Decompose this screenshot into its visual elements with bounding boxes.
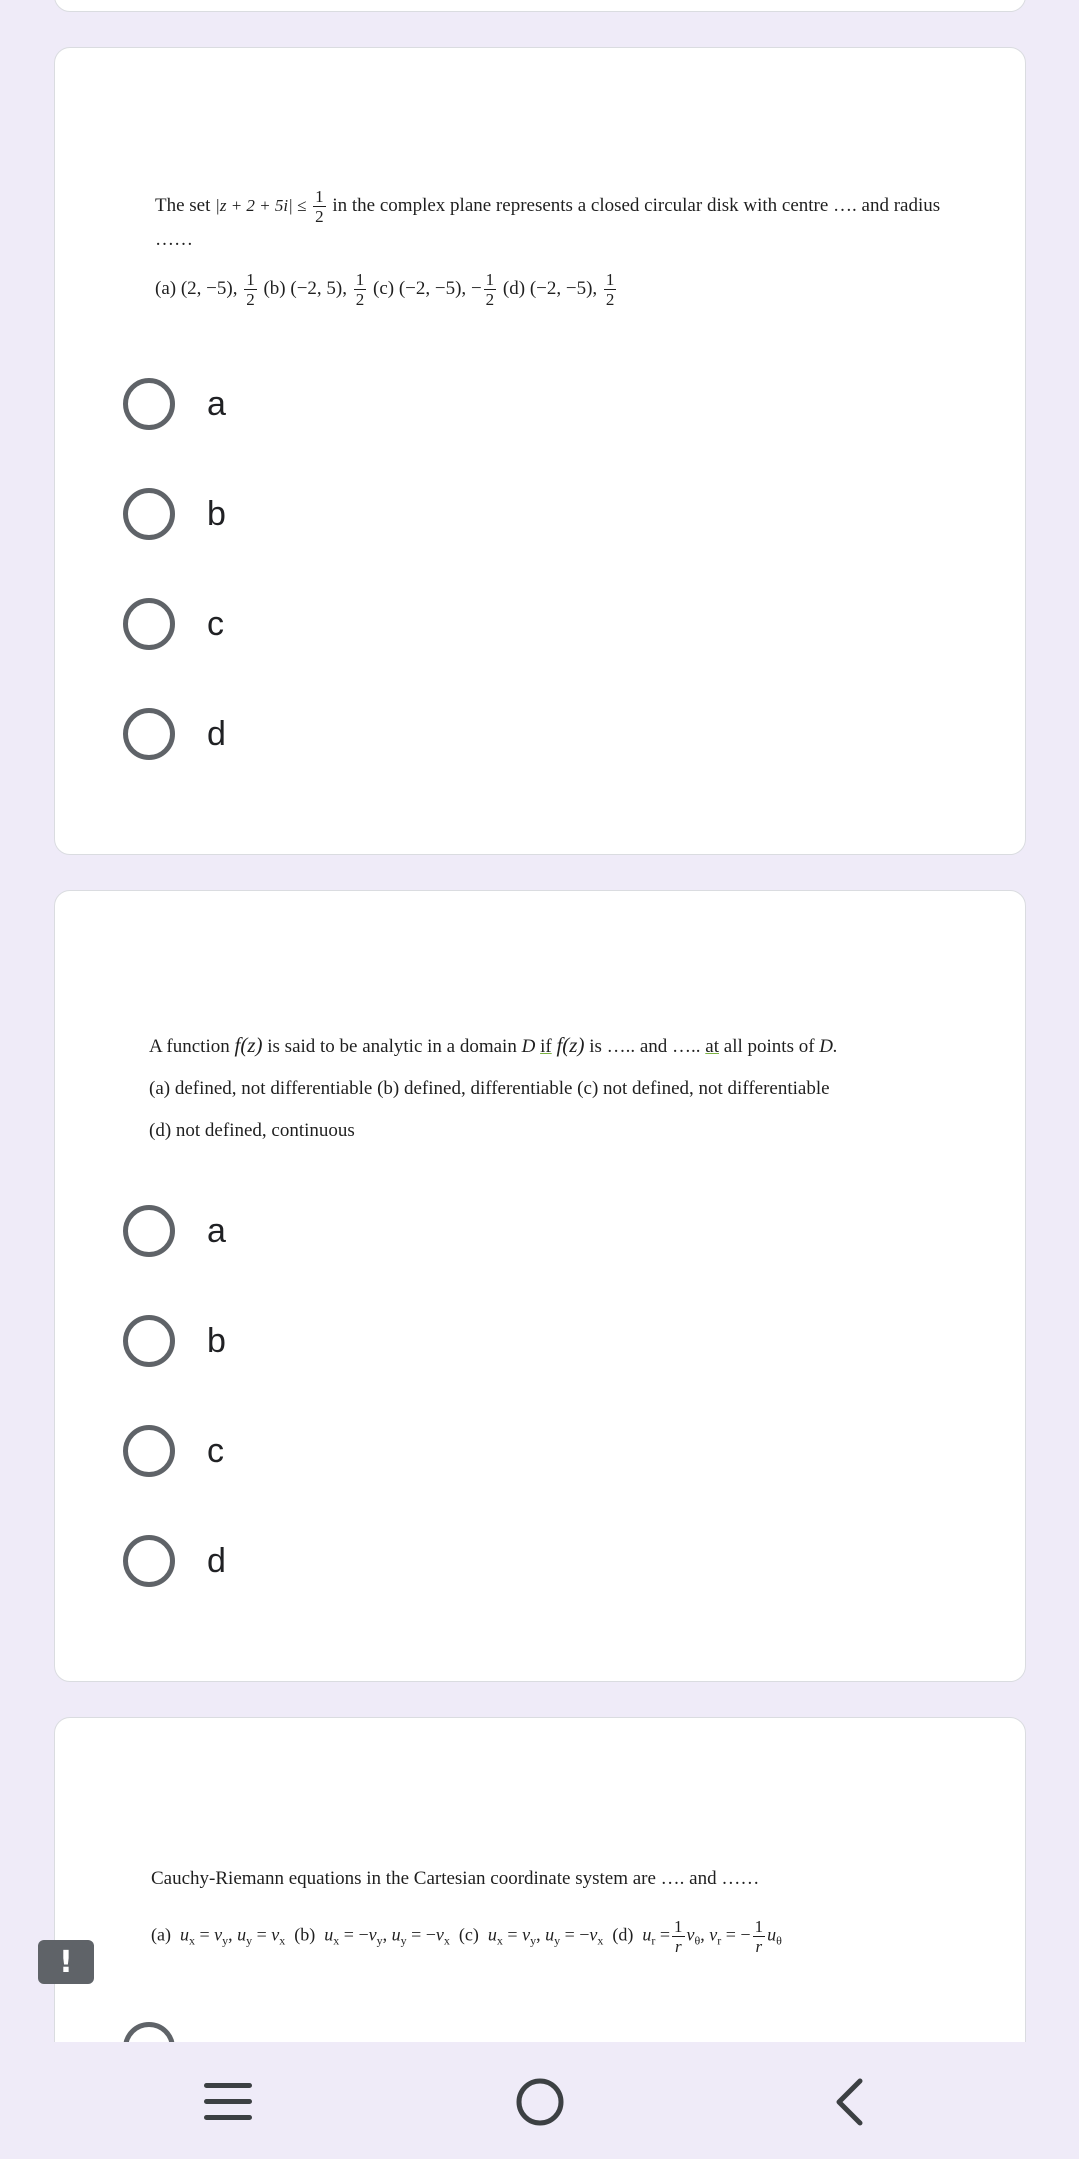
home-circle-icon bbox=[514, 2076, 566, 2128]
system-navigation-bar bbox=[0, 2042, 1079, 2159]
question-1-options: (a) (2, −5), $\frac{1}{2}$ (b) (−2, 5), $\frac{1}{2}$ (c) (−2, −5), − $\frac{1}{2}$ (d) (−2, −5), $\frac{1}{2}$ bbox=[155, 270, 615, 309]
question-2-options-line1: (a) defined, not differentiable (b) defined, differentiable (c) not defined, not differentiable bbox=[149, 1078, 830, 1099]
question-2-options-line2: (d) not defined, continuous bbox=[149, 1120, 355, 1141]
recent-apps-button[interactable] bbox=[183, 2064, 273, 2140]
question-2-text: A function f(z) is said to be analytic in a domain D if f(z) is ….. and ….. at all points of D. (a) defined, not differentiable (b) defined, differentiable (c) not defined, not differentiable (d) not defined, continuous bbox=[149, 1033, 838, 1141]
q1-choice-b[interactable]: b bbox=[123, 484, 226, 544]
question-card-1 bbox=[54, 47, 1026, 855]
q1-choice-c[interactable]: c bbox=[123, 594, 224, 654]
back-button[interactable] bbox=[805, 2064, 895, 2140]
radio-button[interactable] bbox=[123, 1535, 175, 1587]
q2-choice-c[interactable]: c bbox=[123, 1421, 224, 1481]
q2-choice-b[interactable]: b bbox=[123, 1311, 226, 1371]
radio-button[interactable] bbox=[123, 378, 175, 430]
back-chevron-icon bbox=[830, 2076, 870, 2128]
warning-icon[interactable]: ! bbox=[38, 1940, 94, 1984]
question-1-text: The set |z + 2 + 5i| ≤ $\frac{1}{2}$ in the complex plane represents a closed circular disk with centre …. and radius …… (a) (2, −5), $\frac{1}{2}$ (b) (−2, 5), $\frac{1}{2}$ (c) (−2, −5), − $\frac{1}{2}$ (d) (−2, −5), $\frac{1}{2}$ bbox=[155, 187, 941, 309]
q2-choice-a[interactable]: a bbox=[123, 1201, 226, 1261]
radio-button[interactable] bbox=[123, 1425, 175, 1477]
radio-button[interactable] bbox=[123, 488, 175, 540]
home-button[interactable] bbox=[495, 2064, 585, 2140]
radio-button[interactable] bbox=[123, 1205, 175, 1257]
question-3-options: (a) $u_x = v_y$, $u_y = v_x$ (b) $u_x = -v_y$, $u_y = -v_x$ (c) $u_x = v_y$, $u_y = -v_x$ (d) $u_r$ = $\frac{1}{r}$ $v_\theta$, $v_r$ = − $\frac{1}{r}$ $u_\theta$ bbox=[151, 1917, 782, 1956]
radio-button[interactable] bbox=[123, 708, 175, 760]
previous-question-card bbox=[54, 0, 1026, 12]
q2-choice-d[interactable]: d bbox=[123, 1531, 226, 1591]
question-card-2 bbox=[54, 890, 1026, 1682]
q1-choice-d[interactable]: d bbox=[123, 704, 226, 764]
radio-button[interactable] bbox=[123, 598, 175, 650]
menu-lines-icon bbox=[200, 2079, 256, 2125]
question-3-text: Cauchy-Riemann equations in the Cartesian coordinate system are …. and …… (a) $u_x = v_y$, $u_y = v_x$ (b) $u_x = -v_y$, $u_y = -v_x$ (c) $u_x = v_y$, $u_y = -v_x$ (d) $u_r$ = $\frac{1}{r}$ $v_\theta$, $v_r$ = − $\frac{1}{r}$ $u_\theta$ bbox=[151, 1868, 782, 1956]
q1-choice-a[interactable]: a bbox=[123, 374, 226, 434]
radio-button[interactable] bbox=[123, 1315, 175, 1367]
